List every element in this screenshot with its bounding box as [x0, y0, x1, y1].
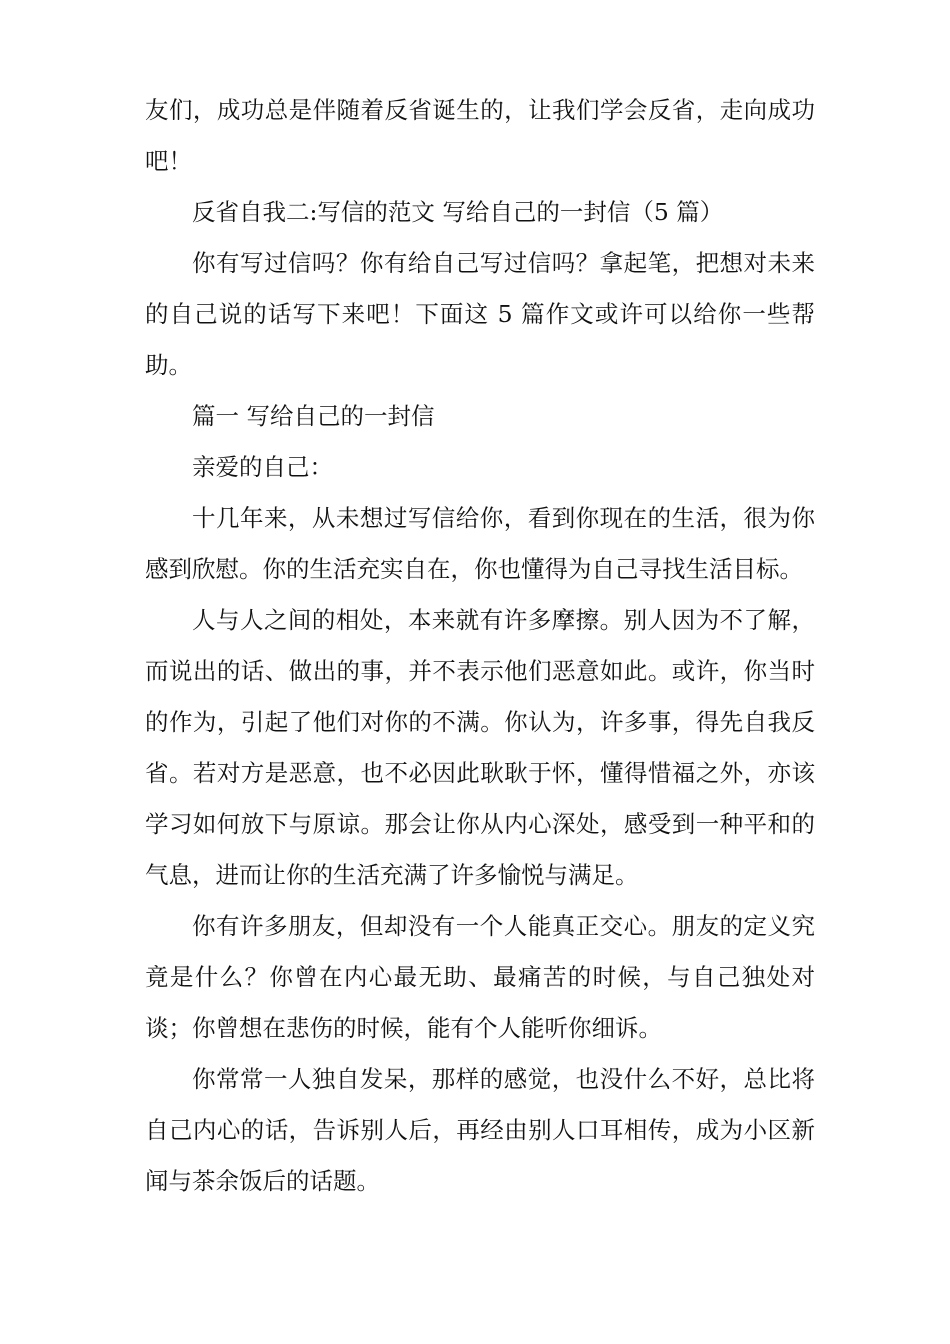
paragraph-continuation: 友们，成功总是伴随着反省诞生的，让我们学会反省，走向成功吧！ — [145, 96, 815, 175]
letter-title: 篇一 写给自己的一封信 — [192, 402, 435, 430]
intro-paragraph: 你有写过信吗？你有给自己写过信吗？拿起笔，把想对未来的自己说的话写下来吧！下面这 5 篇作文或许可以给你一些帮助。 — [145, 249, 815, 379]
document-body — [145, 85, 815, 1207]
letter-paragraph: 你常常一人独自发呆，那样的感觉，也没什么不好，总比将自己内心的话，告诉别人后，再经由别人口耳相传，成为小区新闻与茶余饭后的话题。 — [145, 1065, 815, 1195]
letter-paragraph: 你有许多朋友，但却没有一个人能真正交心。朋友的定义究竟是什么？你曾在内心最无助、最痛苦的时候，与自己独处对谈；你曾想在悲伤的时候，能有个人能听你细诉。 — [145, 912, 815, 1042]
letter-salutation: 亲爱的自己： — [192, 453, 333, 481]
section-heading: 反省自我二:写信的范文 写给自己的一封信（5 篇） — [192, 198, 724, 226]
letter-paragraph: 人与人之间的相处，本来就有许多摩擦。别人因为不了解，而说出的话、做出的事，并不表示他们恶意如此。或许，你当时的作为，引起了他们对你的不满。你认为，许多事，得先自我反省。若对方是恶意，也不必因此耿耿于怀，懂得惜福之外，亦该学习如何放下与原谅。那会让你从内心深处，感受到一种平和的气息，进而让你的生活充满了许多愉悦与满足。 — [145, 606, 815, 889]
letter-paragraph: 十几年来，从未想过写信给你，看到你现在的生活，很为你感到欣慰。你的生活充实自在，你也懂得为自己寻找生活目标。 — [145, 504, 815, 583]
